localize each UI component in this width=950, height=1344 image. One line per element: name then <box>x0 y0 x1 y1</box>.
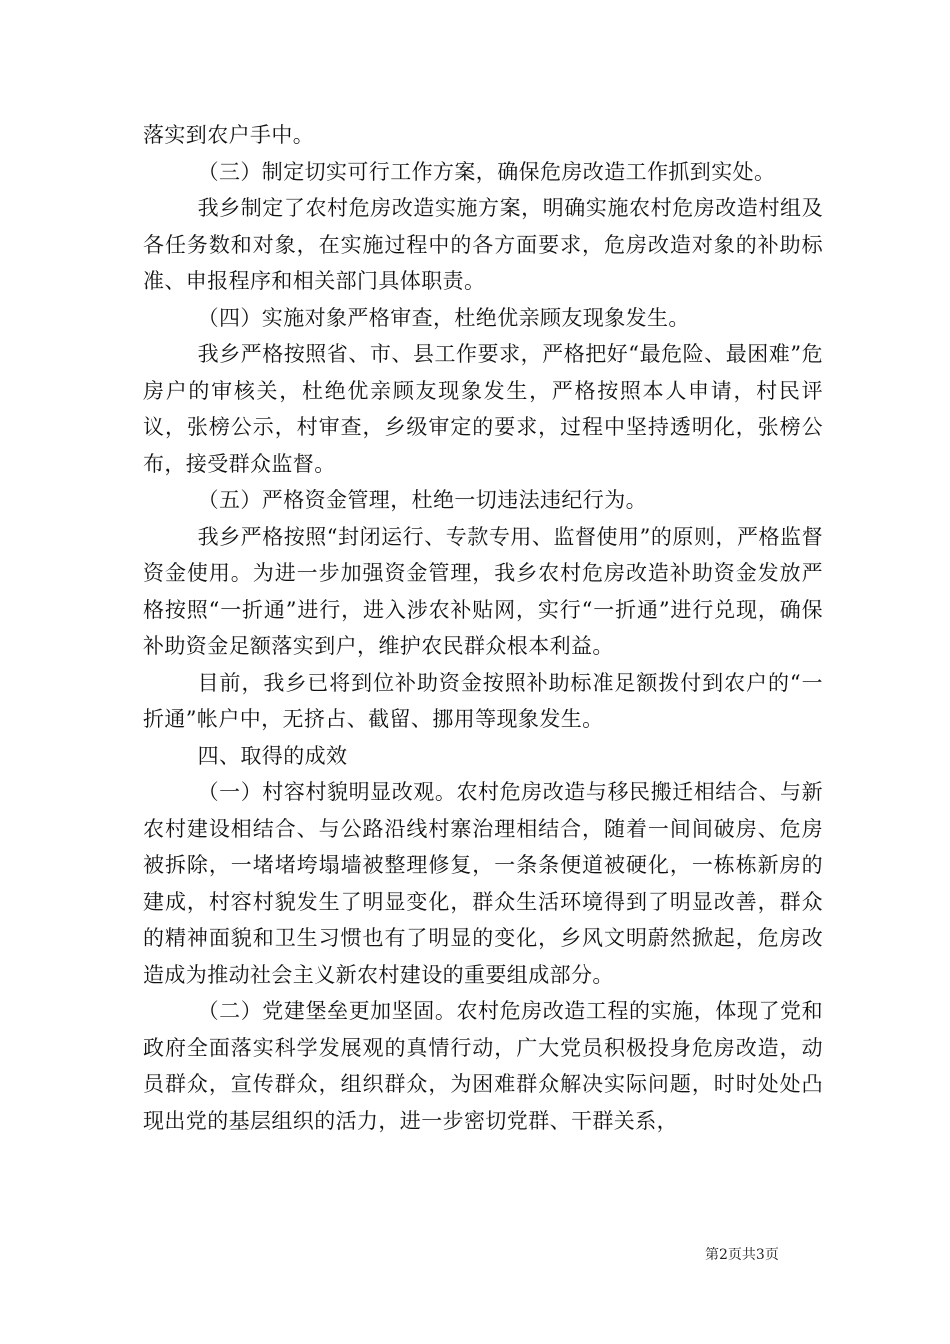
paragraph: 我乡严格按照省、市、县工作要求，严格把好“最危险、最困难”危房户的审核关，杜绝优亲顾友现象发生，严格按照本人申请，村民评议，张榜公示，村审查，乡级审定的要求，过程中坚持透明化，张榜公布，接受群众监督。 <box>143 342 823 476</box>
section-heading: （五）严格资金管理，杜绝一切违法违纪行为。 <box>197 488 647 512</box>
paragraph: 落实到农户手中。 <box>143 123 315 147</box>
paragraph: 我乡严格按照“封闭运行、专款专用、监督使用”的原则，严格监督资金使用。为进一步加强资金管理，我乡农村危房改造补助资金发放严格按照“一折通”进行，进入涉农补贴网，实行“一折通”进行兑现，确保补助资金足额落实到户，维护农民群众根本利益。 <box>143 524 823 658</box>
section-heading: 四、取得的成效 <box>197 743 348 768</box>
page-number: 第2页共3页 <box>705 1247 779 1263</box>
paragraph: （二）党建堡垒更加坚固。农村危房改造工程的实施，体现了党和政府全面落实科学发展观的真情行动，广大党员积极投身危房改造，动员群众，宣传群众，组织群众，为困难群众解决实际问题，时时处处凸现出党的基层组织的活力，进一步密切党群、干群关系， <box>143 999 823 1133</box>
document-body <box>143 117 823 1139</box>
paragraph: 我乡制定了农村危房改造实施方案，明确实施农村危房改造村组及各任务数和对象，在实施过程中的各方面要求，危房改造对象的补助标准、申报程序和相关部门具体职责。 <box>143 196 823 293</box>
section-heading: （四）实施对象严格审查，杜绝优亲顾友现象发生。 <box>197 305 690 330</box>
section-heading: （三）制定切实可行工作方案，确保危房改造工作抓到实处。 <box>197 159 776 184</box>
paragraph: 目前，我乡已将到位补助资金按照补助标准足额拨付到农户的“一折通”帐户中，无挤占、截留、挪用等现象发生。 <box>143 670 823 731</box>
paragraph: （一）村容村貌明显改观。农村危房改造与移民搬迁相结合、与新农村建设相结合、与公路沿线村寨治理相结合，随着一间间破房、危房被拆除，一堵堵垮塌墙被整理修复，一条条便道被硬化，一栋栋新房的建成，村容村貌发生了明显变化，群众生活环境得到了明显改善，群众的精神面貌和卫生习惯也有了明显的变化，乡风文明蔚然掀起，危房改造成为推动社会主义新农村建设的重要组成部分。 <box>143 780 823 987</box>
